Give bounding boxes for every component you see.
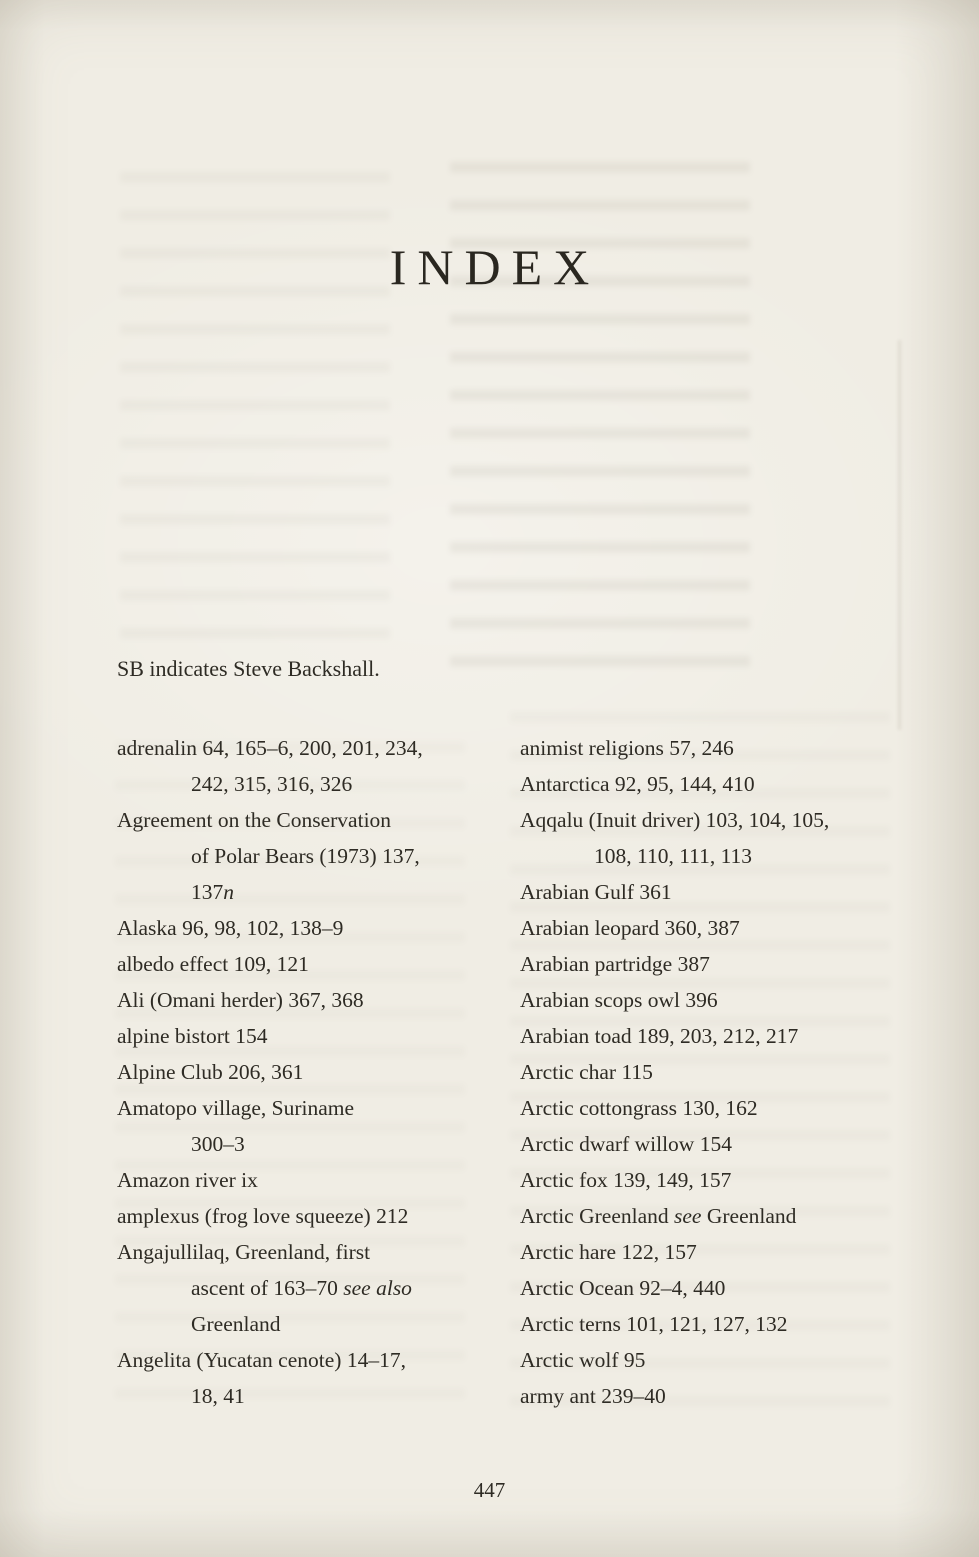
index-entry <box>117 1162 502 1198</box>
index-entry <box>520 802 920 874</box>
index-entry-line: Ali (Omani herder) 367, 368 <box>117 988 364 1012</box>
index-entry-continuation-line: Greenland <box>191 1312 281 1336</box>
index-entry-continuation-line: 300–3 <box>191 1132 245 1156</box>
index-entry <box>117 730 502 802</box>
index-entry-line: Arctic fox 139, 149, 157 <box>520 1168 732 1192</box>
index-entry <box>520 874 920 910</box>
index-entry <box>117 1018 502 1054</box>
index-entry-line: Agreement on the Conservation <box>117 808 392 832</box>
index-column-right <box>520 730 920 1414</box>
index-entry <box>520 1198 920 1234</box>
page-title: INDEX <box>389 239 601 295</box>
index-entry <box>117 1234 502 1342</box>
index-entry-line: Angelita (Yucatan cenote) 14–17, <box>117 1348 406 1372</box>
paper-crease <box>897 340 902 730</box>
showthrough-ghost-text <box>450 150 750 670</box>
index-entry <box>520 1054 920 1090</box>
index-entry-continuation-line: 137n <box>191 880 234 904</box>
index-entry <box>520 1090 920 1126</box>
index-entry <box>520 1306 920 1342</box>
index-entry-line: Arabian leopard 360, 387 <box>520 916 740 940</box>
index-entry-line: Arctic char 115 <box>520 1060 653 1084</box>
index-entry-line: Arctic terns 101, 121, 127, 132 <box>520 1312 788 1336</box>
index-entry <box>520 946 920 982</box>
index-entry-continuation-line: of Polar Bears (1973) 137, <box>191 844 420 868</box>
index-entry-line: Alpine Club 206, 361 <box>117 1060 304 1084</box>
index-entry <box>117 1054 502 1090</box>
index-entry-line: amplexus (frog love squeeze) 212 <box>117 1204 409 1228</box>
index-entry-line: animist religions 57, 246 <box>520 736 734 760</box>
index-entry-continuation-line: ascent of 163–70 see also <box>191 1276 412 1300</box>
index-entry <box>520 982 920 1018</box>
index-entry <box>520 1342 920 1378</box>
showthrough-ghost-text <box>120 160 390 660</box>
index-entry <box>520 730 920 766</box>
index-entry-line: Arabian partridge 387 <box>520 952 710 976</box>
index-entry-line: albedo effect 109, 121 <box>117 952 309 976</box>
index-entry-line: Arabian Gulf 361 <box>520 880 672 904</box>
index-entry <box>117 910 502 946</box>
index-entry <box>117 1090 502 1162</box>
index-entry-line: Arabian scops owl 396 <box>520 988 718 1012</box>
index-entry-line: alpine bistort 154 <box>117 1024 268 1048</box>
index-entry-line: adrenalin 64, 165–6, 200, 201, 234, <box>117 736 423 760</box>
index-entry <box>117 1198 502 1234</box>
index-entry <box>520 910 920 946</box>
index-entry-line: Amatopo village, Suriname <box>117 1096 355 1120</box>
index-entry-line: Arctic dwarf willow 154 <box>520 1132 732 1156</box>
index-entry <box>117 982 502 1018</box>
index-entry-line: Arctic wolf 95 <box>520 1348 646 1372</box>
index-entry-line: Arabian toad 189, 203, 212, 217 <box>520 1024 799 1048</box>
index-column-left <box>117 730 502 1414</box>
index-entry-line: Antarctica 92, 95, 144, 410 <box>520 772 755 796</box>
index-entry <box>117 802 502 910</box>
page-number: 447 <box>473 1478 506 1502</box>
index-entry-line: Arctic hare 122, 157 <box>520 1240 697 1264</box>
index-entry <box>117 1342 502 1414</box>
index-entry-continuation-line: 108, 110, 111, 113 <box>594 844 753 868</box>
index-entry <box>520 1018 920 1054</box>
index-entry-line: Arctic Ocean 92–4, 440 <box>520 1276 726 1300</box>
index-entry-line: Alaska 96, 98, 102, 138–9 <box>117 916 344 940</box>
index-entry <box>520 766 920 802</box>
index-abbreviation-note: SB indicates Steve Backshall. <box>117 656 380 681</box>
index-entry <box>117 946 502 982</box>
index-entry <box>520 1162 920 1198</box>
index-entry-line: Amazon river ix <box>117 1168 258 1192</box>
index-entry-continuation-line: 242, 315, 316, 326 <box>191 772 353 796</box>
index-entry-line: Aqqalu (Inuit driver) 103, 104, 105, <box>520 808 830 832</box>
index-entry <box>520 1270 920 1306</box>
index-entry-line: army ant 239–40 <box>520 1384 666 1408</box>
index-entry <box>520 1378 920 1414</box>
index-entry-line: Arctic cottongrass 130, 162 <box>520 1096 758 1120</box>
index-entry-line: Angajullilaq, Greenland, first <box>117 1240 371 1264</box>
index-entry-line: Arctic Greenland see Greenland <box>520 1204 797 1228</box>
index-entry-continuation-line: 18, 41 <box>191 1384 245 1408</box>
index-entry <box>520 1234 920 1270</box>
index-entry <box>520 1126 920 1162</box>
